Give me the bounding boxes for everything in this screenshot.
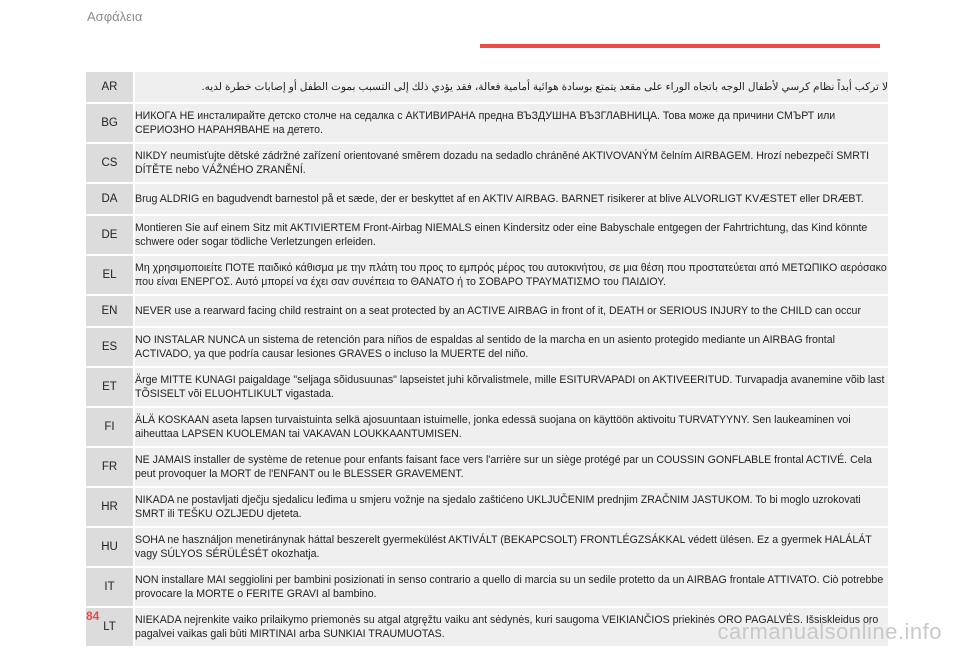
warning-text: НИКОГА НЕ инсталирайте детско столче на седалка с АКТИВИРАНА предна ВЪЗДУШНА ВЪЗГЛАВНИЦА. Това може да причини СМЪРТ или СЕРИОЗНО НАРАНЯВАНЕ на детето. xyxy=(134,103,888,143)
warning-text: SOHA ne használjon menetiránynak háttal beszerelt gyermekülést AKTIVÁLT (BEKAPCSOLT) FRONTLÉGZSÁKKAL védett ülésen. Ez a gyermek HALÁLÁT vagy SÚLYOS SÉRÜLÉSÉT okozhatja. xyxy=(134,527,888,567)
language-code: DE xyxy=(86,215,134,255)
table-row xyxy=(86,527,888,567)
language-code: CS xyxy=(86,143,134,183)
warning-text: NIKDY neumisťujte dětské zádržné zařízení orientované směrem dozadu na sedadlo chráněné AKTIVOVANÝM čelním AIRBAGEM. Hrozí nebezpečí SMRTI DÍTĚTE nebo VÁŽNÉHO ZRANĚNÍ. xyxy=(134,143,888,183)
warning-text: لا تركب أبداً نظام كرسي لأطفال الوجه باتجاه الوراء على مقعد يتمتع بوسادة هوائية أمامية فعالة، فقد يؤدي ذلك إلى التسبب بموت الطفل أو إصابات خطرة لديه. xyxy=(134,72,888,103)
warning-text: Μη χρησιμοποιείτε ΠΟΤΕ παιδικό κάθισμα με την πλάτη του προς το εμπρός μέρος του αυτοκινήτου, σε μια θέση που προστατεύεται από ΜΕΤΩΠΙΚΟ αερόσακο που είναι ΕΝΕΡΓΟΣ. Αυτό μπορεί να έχει σαν συνέπεια το ΘΑΝΑΤΟ ή το ΣΟΒΑΡΟ ΤΡΑΥΜΑΤΙΣΜΟ του ΠΑΙΔΙΟΥ. xyxy=(134,255,888,295)
warning-text: ÄLÄ KOSKAAN aseta lapsen turvaistuinta selkä ajosuuntaan istuimelle, jonka edessä suojana on käyttöön aktivoitu TURVATYYNY. Sen laukeaminen voi aiheuttaa LAPSEN KUOLEMAN tai VAKAVAN LOUKKAANTUMISEN. xyxy=(134,407,888,447)
warning-text: NEVER use a rearward facing child restraint on a seat protected by an ACTIVE AIRBAG in front of it, DEATH or SERIOUS INJURY to the CHILD can occur xyxy=(134,295,888,327)
warning-table xyxy=(86,72,888,648)
language-code: AR xyxy=(86,72,134,103)
warning-text: NO INSTALAR NUNCA un sistema de retención para niños de espaldas al sentido de la marcha en un asiento protegido mediante un AIRBAG frontal ACTIVADO, ya que podría causar lesiones GRAVES o incluso la MUERTE del niño. xyxy=(134,327,888,367)
warning-text: Montieren Sie auf einem Sitz mit AKTIVIERTEM Front-Airbag NIEMALS einen Kindersitz oder eine Babyschale entgegen der Fahrtrichtung, das Kind könnte schwere oder sogar tödliche Verletzungen erleiden. xyxy=(134,215,888,255)
language-code: IT xyxy=(86,567,134,607)
language-code: FR xyxy=(86,447,134,487)
language-code: EN xyxy=(86,295,134,327)
warning-text: Ärge MITTE KUNAGI paigaldage "seljaga sõidusuunas" lapseistet juhi kõrvalistmele, mille ESITURVAPADI on AKTIVEERITUD. Turvapadja avanemine võib last TÕSISELT või ELUOHTLIKULT vigastada. xyxy=(134,367,888,407)
language-code: HU xyxy=(86,527,134,567)
table-row xyxy=(86,215,888,255)
table-row xyxy=(86,72,888,103)
watermark: carmanualsonline.info xyxy=(717,619,942,644)
table-row xyxy=(86,447,888,487)
language-code: EL xyxy=(86,255,134,295)
warning-text: Brug ALDRIG en bagudvendt barnestol på et sæde, der er beskyttet af en AKTIV AIRBAG. BARNET risikerer at blive ALVORLIGT KVÆSTET eller DRÆBT. xyxy=(134,183,888,215)
table-row xyxy=(86,255,888,295)
table-row xyxy=(86,407,888,447)
language-code: ES xyxy=(86,327,134,367)
language-code: FI xyxy=(86,407,134,447)
section-title: Ασφάλεια xyxy=(87,9,143,24)
language-code: ET xyxy=(86,367,134,407)
language-code: LT xyxy=(86,607,134,647)
table-row xyxy=(86,183,888,215)
language-code: HR xyxy=(86,487,134,527)
table-row xyxy=(86,103,888,143)
table-row xyxy=(86,327,888,367)
header-accent-bar xyxy=(480,44,880,48)
language-code: DA xyxy=(86,183,134,215)
table-row xyxy=(86,367,888,407)
table-row xyxy=(86,295,888,327)
warning-text: NIEKADA nejrenkite vaiko prilaikymo priemonės su atgal atgręžtu vaiku ant sėdynės, kuri saugoma VEIKIANČIOS priekinės ORO PAGALVĖS. Išsiskleidus oro pagalvei vaikas gali būti MIRTINAI arba SUNKIAI TRAUMUOTAS. xyxy=(134,607,888,647)
language-code: BG xyxy=(86,103,134,143)
warning-text: NON installare MAI seggiolini per bambini posizionati in senso contrario a quello di marcia su un sedile protetto da un AIRBAG frontale ATTIVATO. Ciò potrebbe provocare la MORTE o FERITE GRAVI al bambino. xyxy=(134,567,888,607)
table-row xyxy=(86,567,888,607)
warning-text: NE JAMAIS installer de système de retenue pour enfants faisant face vers l'arrière sur un siège protégé par un COUSSIN GONFLABLE frontal ACTIVÉ. Cela peut provoquer la MORT de l'ENFANT ou le BLESSER GRAVEMENT. xyxy=(134,447,888,487)
page-number: 84 xyxy=(86,609,100,623)
warning-text: NIKADA ne postavljati dječju sjedalicu leđima u smjeru vožnje na sjedalo zaštićeno UKLJUČENIM prednjim ZRAČNIM JASTUKOM. To bi moglo uzrokovati SMRT ili TEŠKU OZLJEDU djeteta. xyxy=(134,487,888,527)
table-row xyxy=(86,487,888,527)
table-row xyxy=(86,143,888,183)
